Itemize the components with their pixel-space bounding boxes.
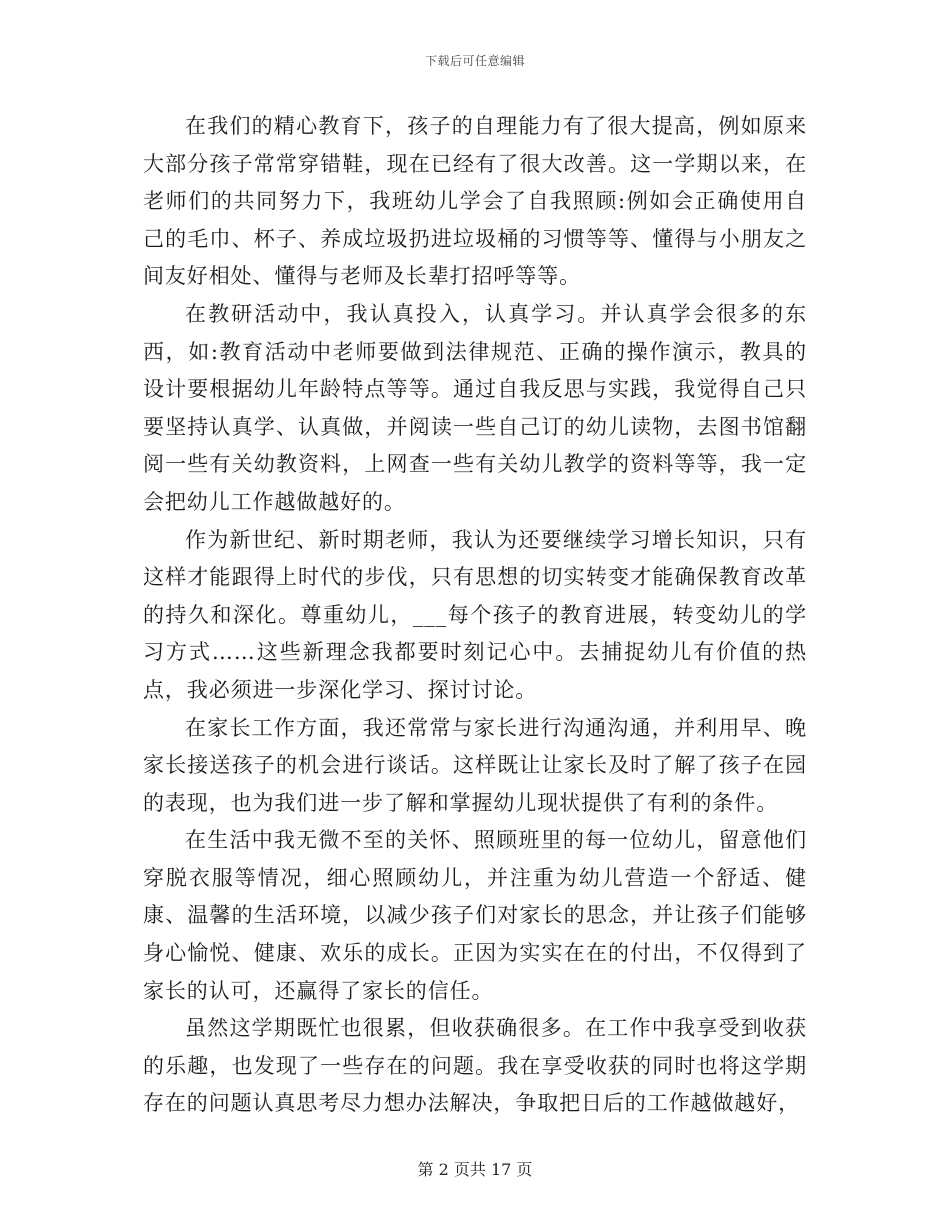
paragraph: 在教研活动中，我认真投入，认真学习。并认真学会很多的东西，如:教育活动中老师要做到法律规范、正确的操作演示，教具的设计要根据幼儿年龄特点等等。通过自我反思与实践，我觉得自己只要坚持认真学、认真做，并阅读一些自己订的幼儿读物，去图书馆翻阅一些有关幼教资料，上网查一些有关幼儿教学的资料等等，我一定会把幼儿工作越做越好的。 [143,301,807,514]
document-body [143,108,807,1123]
paragraph: 在家长工作方面，我还常常与家长进行沟通沟通，并利用早、晚家长接送孩子的机会进行谈话。这样既让让家长及时了解了孩子在园的表现，也为我们进一步了解和掌握幼儿现状提供了有利的条件。 [143,715,807,815]
page-number-footer: 第 2 页共 17 页 [417,1160,533,1179]
page-header: 下载后可任意编辑 [424,54,525,68]
paragraph: 作为新世纪、新时期老师，我认为还要继续学习增长知识，只有这样才能跟得上时代的步伐，只有思想的切实转变才能确保教育改革的持久和深化。尊重幼儿，___每个孩子的教育进展，转变幼儿的学习方式……这些新理念我都要时刻记心中。去捕捉幼儿有价值的热点，我必须进一步深化学习、探讨讨论。 [143,527,807,702]
paragraph: 在生活中我无微不至的关怀、照顾班里的每一位幼儿，留意他们穿脱衣服等情况，细心照顾幼儿，并注重为幼儿营造一个舒适、健康、温馨的生活环境，以减少孩子们对家长的思念，并让孩子们能够身心愉悦、健康、欢乐的成长。正因为实实在在的付出，不仅得到了家长的认可，还赢得了家长的信任。 [143,828,807,1003]
paragraph: 虽然这学期既忙也很累，但收获确很多。在工作中我享受到收获的乐趣，也发现了一些存在的问题。我在享受收获的同时也将这学期存在的问题认真思考尽力想办法解决，争取把日后的工作越做越好， [143,1016,807,1116]
paragraph: 在我们的精心教育下，孩子的自理能力有了很大提高，例如原来大部分孩子常常穿错鞋，现在已经有了很大改善。这一学期以来，在老师们的共同努力下，我班幼儿学会了自我照顾:例如会正确使用自己的毛巾、杯子、养成垃圾扔进垃圾桶的习惯等等、懂得与小朋友之间友好相处、懂得与老师及长辈打招呼等等。 [143,114,807,289]
